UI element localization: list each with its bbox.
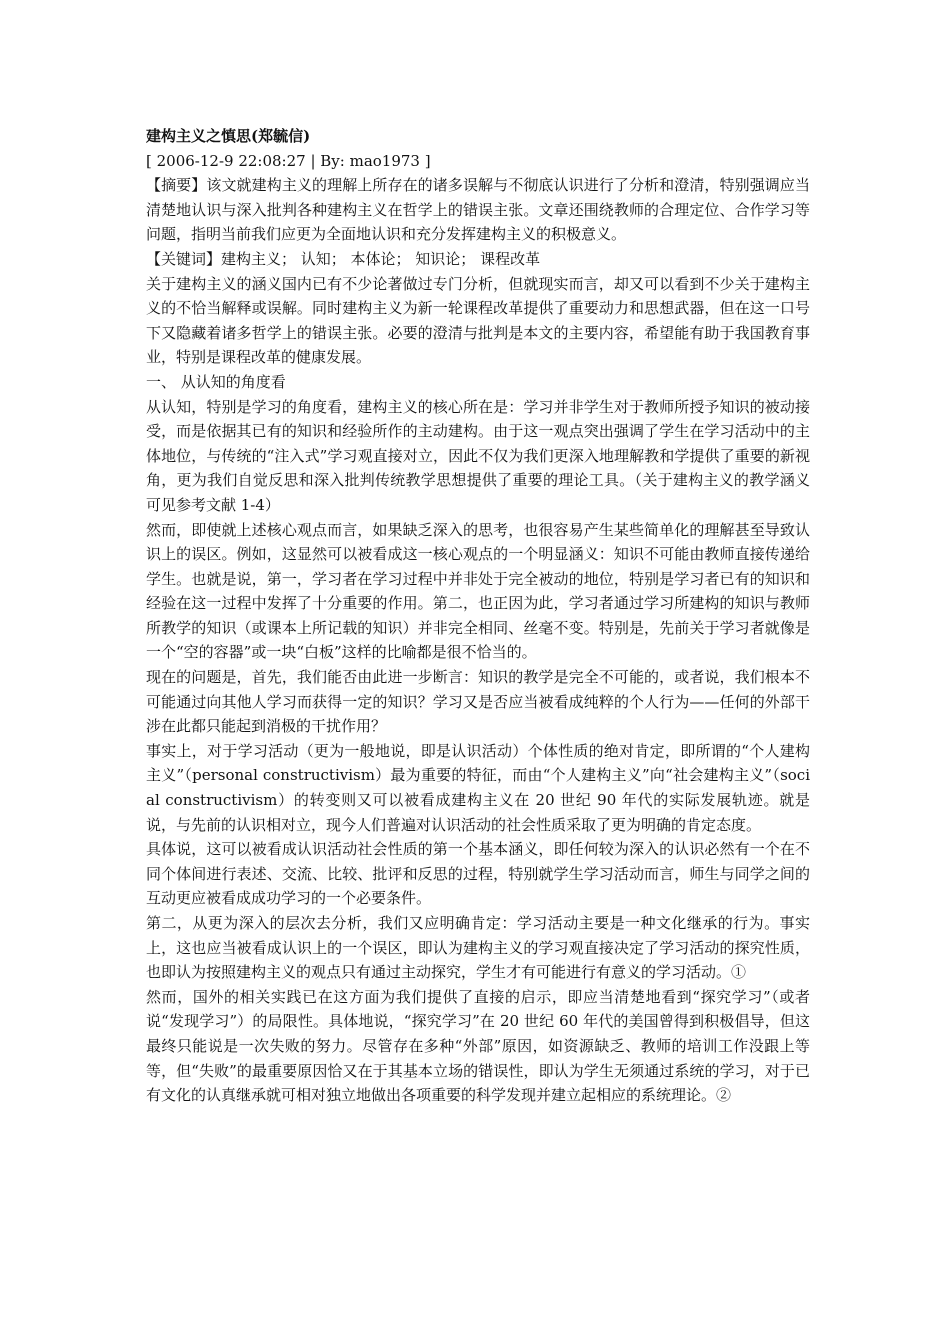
body-paragraph: 事实上，对于学习活动（更为一般地说，即是认识活动）个体性质的绝对肯定，即所谓的“个人建构主义”（personal constructivism）最为重要的特征，而由“个人建构主义”向“社会建构主义”（social constructivism）的转变则又可以被看成建构主义在 20 世纪 90 年代的实际发展轨迹。就是说，与先前的认识相对立，现今人们普遍对认识活动的社会性质采取了更为明确的肯定态度。	[146, 741, 810, 834]
abstract-paragraph: 【摘要】该文就建构主义的理解上所存在的诸多误解与不彻底认识进行了分析和澄清，特别强调应当清楚地认识与深入批判各种建构主义在哲学上的错误主张。文章还围绕教师的合理定位、合作学习等问题，指明当前我们应更为全面地认识和充分发挥建构主义的积极意义。	[146, 176, 810, 244]
document-title: 建构主义之慎思(郑毓信)	[146, 127, 311, 145]
body-paragraph: 第二，从更为深入的层次去分析，我们又应明确肯定：学习活动主要是一种文化继承的行为。事实上，这也应当被看成认识上的一个误区，即认为建构主义的学习观直接决定了学习活动的探究性质，也即认为按照建构主义的观点只有通过主动探究，学生才有可能进行有意义的学习活动。①	[146, 914, 810, 982]
body-paragraph: 然而，即使就上述核心观点而言，如果缺乏深入的思考，也很容易产生某些简单化的理解甚至导致认识上的误区。例如，这显然可以被看成这一核心观点的一个明显涵义：知识不可能由教师直接传递给学生。也就是说，第一，学习者在学习过程中并非处于完全被动的地位，特别是学习者已有的知识和经验在这一过程中发挥了十分重要的作用。第二，也正因为此，学习者通过学习所建构的知识与教师所教学的知识（或课本上所记载的知识）并非完全相同、丝毫不变。特别是，先前关于学习者就像是一个“空的容器”或一块“白板”这样的比喻都是很不恰当的。	[146, 520, 810, 662]
body-paragraph: 现在的问题是，首先，我们能否由此进一步断言：知识的教学是完全不可能的，或者说，我们根本不可能通过向其他人学习而获得一定的知识？学习又是否应当被看成纯粹的个人行为——任何的外部干涉在此都只能起到消极的干扰作用？	[146, 668, 810, 736]
document-body	[146, 124, 810, 1108]
section-heading-1: 一、 从认知的角度看	[146, 372, 286, 391]
body-paragraph: 具体说，这可以被看成认识活动社会性质的第一个基本涵义，即任何较为深入的认识必然有一个在不同个体间进行表述、交流、比较、批评和反思的过程，特别就学生学习活动而言，师生与同学之间的互动更应被看成成功学习的一个必要条件。	[146, 840, 810, 908]
body-paragraph: 然而，国外的相关实践已在这方面为我们提供了直接的启示，即应当清楚地看到“探究学习”（或者说“发现学习”）的局限性。具体地说，“探究学习”在 20 世纪 60 年代的美国曾得到积极倡导，但这最终只能说是一次失败的努力。尽管存在多种“外部”原因，如资源缺乏、教师的培训工作没跟上等等，但“失败”的最重要原因恰又在于其基本立场的错误性，即认为学生无须通过系统的学习，对于已有文化的认真继承就可相对独立地做出各项重要的科学发现并建立起相应的系统理论。②	[146, 987, 810, 1105]
body-paragraph: 从认知，特别是学习的角度看，建构主义的核心所在是：学习并非学生对于教师所授予知识的被动接受，而是依据其已有的知识和经验所作的主动建构。由于这一观点突出强调了学生在学习活动中的主体地位，与传统的“注入式”学习观直接对立，因此不仅为我们更深入地理解教和学提供了重要的新视角，更为我们自觉反思和深入批判传统教学思想提供了重要的理论工具。（关于建构主义的教学涵义可见参考文献 1-4）	[146, 397, 810, 514]
keywords-paragraph: 【关键词】建构主义； 认知； 本体论； 知识论； 课程改革	[146, 249, 541, 268]
intro-paragraph: 关于建构主义的涵义国内已有不少论著做过专门分析，但就现实而言，却又可以看到不少关于建构主义的不恰当解释或误解。同时建构主义为新一轮课程改革提供了重要动力和思想武器，但在这一口号下又隐藏着诸多哲学上的错误主张。必要的澄清与批判是本文的主要内容，希望能有助于我国教育事业，特别是课程改革的健康发展。	[146, 274, 810, 367]
post-meta: [ 2006-12-9 22:08:27 | By: mao1973 ]	[146, 151, 431, 170]
